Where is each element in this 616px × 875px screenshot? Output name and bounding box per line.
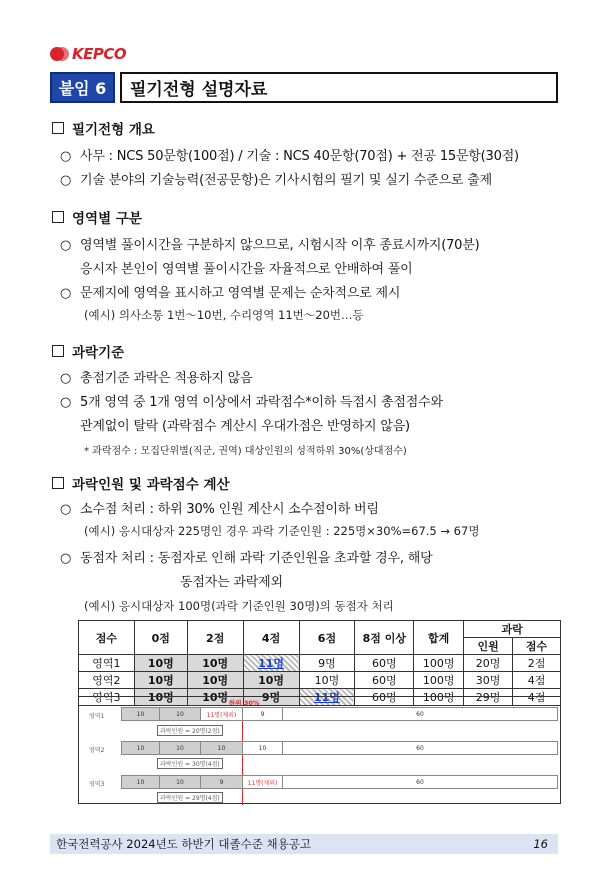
bullet-line-cont: 동점자는 과락제외 (180, 575, 283, 590)
table-header: 6점 (299, 621, 355, 655)
square-bullet-icon (52, 477, 64, 489)
square-bullet-icon (52, 345, 64, 357)
logo-text: KEPCO (72, 45, 127, 63)
table-header: 0점 (134, 621, 187, 655)
table-subheader: 점수 (513, 638, 561, 655)
diagram-row-label: 영역2 (89, 747, 105, 754)
bullet-line-cont: 응시자 본인이 영역별 풀이시간을 자율적으로 안배하여 풀이 (80, 262, 413, 277)
table-header: 2점 (187, 621, 243, 655)
section-heading (52, 118, 155, 138)
bullet-line: ○ 동점자 처리 : 동점자로 인해 과락 기준인원을 초과할 경우, 해당 (60, 551, 433, 566)
bullet-line: ○ 기술 분야의 기술능력(전공문항)은 기사시험의 필기 및 실기 수준으로 출제 (60, 173, 492, 188)
section-heading (52, 341, 124, 361)
example-line: (예시) 응시대상자 225명인 경우 과락 기준인원 : 225명×30%=67.5 → 67명 (84, 524, 480, 538)
bullet-line-cont: 관계없이 탈락 (과락점수 계산시 우대가점은 반영하지 않음) (80, 419, 410, 434)
table-header: 합계 (414, 621, 464, 655)
table-row: 영역1 10명 10명 11명 9명 60명 100명 20명 2점 (79, 655, 561, 672)
cutoff-count: 과락인원 = 20명(2점) (157, 725, 223, 736)
table-header: 과락 (464, 621, 561, 638)
kepco-logo (50, 45, 126, 63)
square-bullet-icon (52, 211, 64, 223)
page-number: 16 (533, 837, 548, 851)
cutoff-line (242, 707, 243, 805)
diagram-bar: 10 10 11명(제외) 9 60 (121, 707, 558, 721)
section-title: 필기전형 개요 (72, 122, 155, 138)
note-line: * 과락점수 : 모집단위별(직군, 권역) 대상인원의 성적하위 30%(상대점수) (84, 446, 407, 457)
section-heading (52, 473, 230, 493)
cutoff-label: 하위 30% (229, 699, 260, 707)
example-line: (예시) 응시대상자 100명(과락 기준인원 30명)의 동점자 처리 (84, 599, 394, 613)
diagram-bar: 10 10 10 10 60 (121, 741, 558, 755)
cutoff-diagram (78, 696, 561, 804)
footer-text: 한국전력공사 2024년도 하반기 대졸수준 채용공고 (56, 837, 311, 851)
kepco-logo-icon (50, 45, 68, 63)
bullet-line: ○ 총점기준 과락은 적용하지 않음 (60, 371, 253, 386)
bullet-line: ○ 사무 : NCS 50문항(100점) / 기술 : NCS 40문항(70점) + 전공 15문항(30점) (60, 149, 519, 164)
bullet-line: ○ 영역별 풀이시간을 구분하지 않으므로, 시험시작 이후 종료시까지(70분) (60, 238, 480, 253)
section-title: 영역별 구분 (72, 211, 142, 227)
diagram-bar: 10 10 9 11명(제외) 60 (121, 775, 558, 789)
table-header: 점수 (79, 621, 135, 655)
cutoff-count: 과락인원 = 29명(4점) (157, 792, 223, 803)
section-title: 과락인원 및 과락점수 계산 (72, 477, 230, 493)
cutoff-table (78, 620, 561, 706)
example-line: (예시) 의사소통 1번～10번, 수리영역 11번～20번…등 (84, 308, 364, 322)
table-header: 4점 (243, 621, 299, 655)
table-row: 영역2 10명 10명 10명 10명 60명 100명 30명 4점 (79, 672, 561, 689)
attachment-tag: 붙임 6 (50, 72, 115, 103)
diagram-row-label: 영역1 (89, 713, 105, 720)
page-title: 필기전형 설명자료 (120, 72, 558, 103)
bullet-line: ○ 5개 영역 중 1개 영역 이상에서 과락점수*이하 득점시 총점점수와 (60, 395, 443, 410)
bullet-line: ○ 문제지에 영역을 표시하고 영역별 문제는 순차적으로 제시 (60, 286, 401, 301)
section-title: 과락기준 (72, 345, 125, 361)
square-bullet-icon (52, 122, 64, 134)
table-row: 영역3 10명 10명 9명 11명 60명 100명 29명 4점 (79, 689, 561, 706)
bullet-line: ○ 소수점 처리 : 하위 30% 인원 계산시 소수점이하 버림 (60, 502, 379, 517)
table-header: 8점 이상 (355, 621, 414, 655)
page-footer (50, 834, 558, 854)
cutoff-count: 과락인원 = 30명(4점) (157, 758, 223, 769)
section-heading (52, 207, 142, 227)
page-header (50, 72, 558, 103)
table-subheader: 인원 (464, 638, 513, 655)
diagram-row-label: 영역3 (89, 781, 105, 788)
